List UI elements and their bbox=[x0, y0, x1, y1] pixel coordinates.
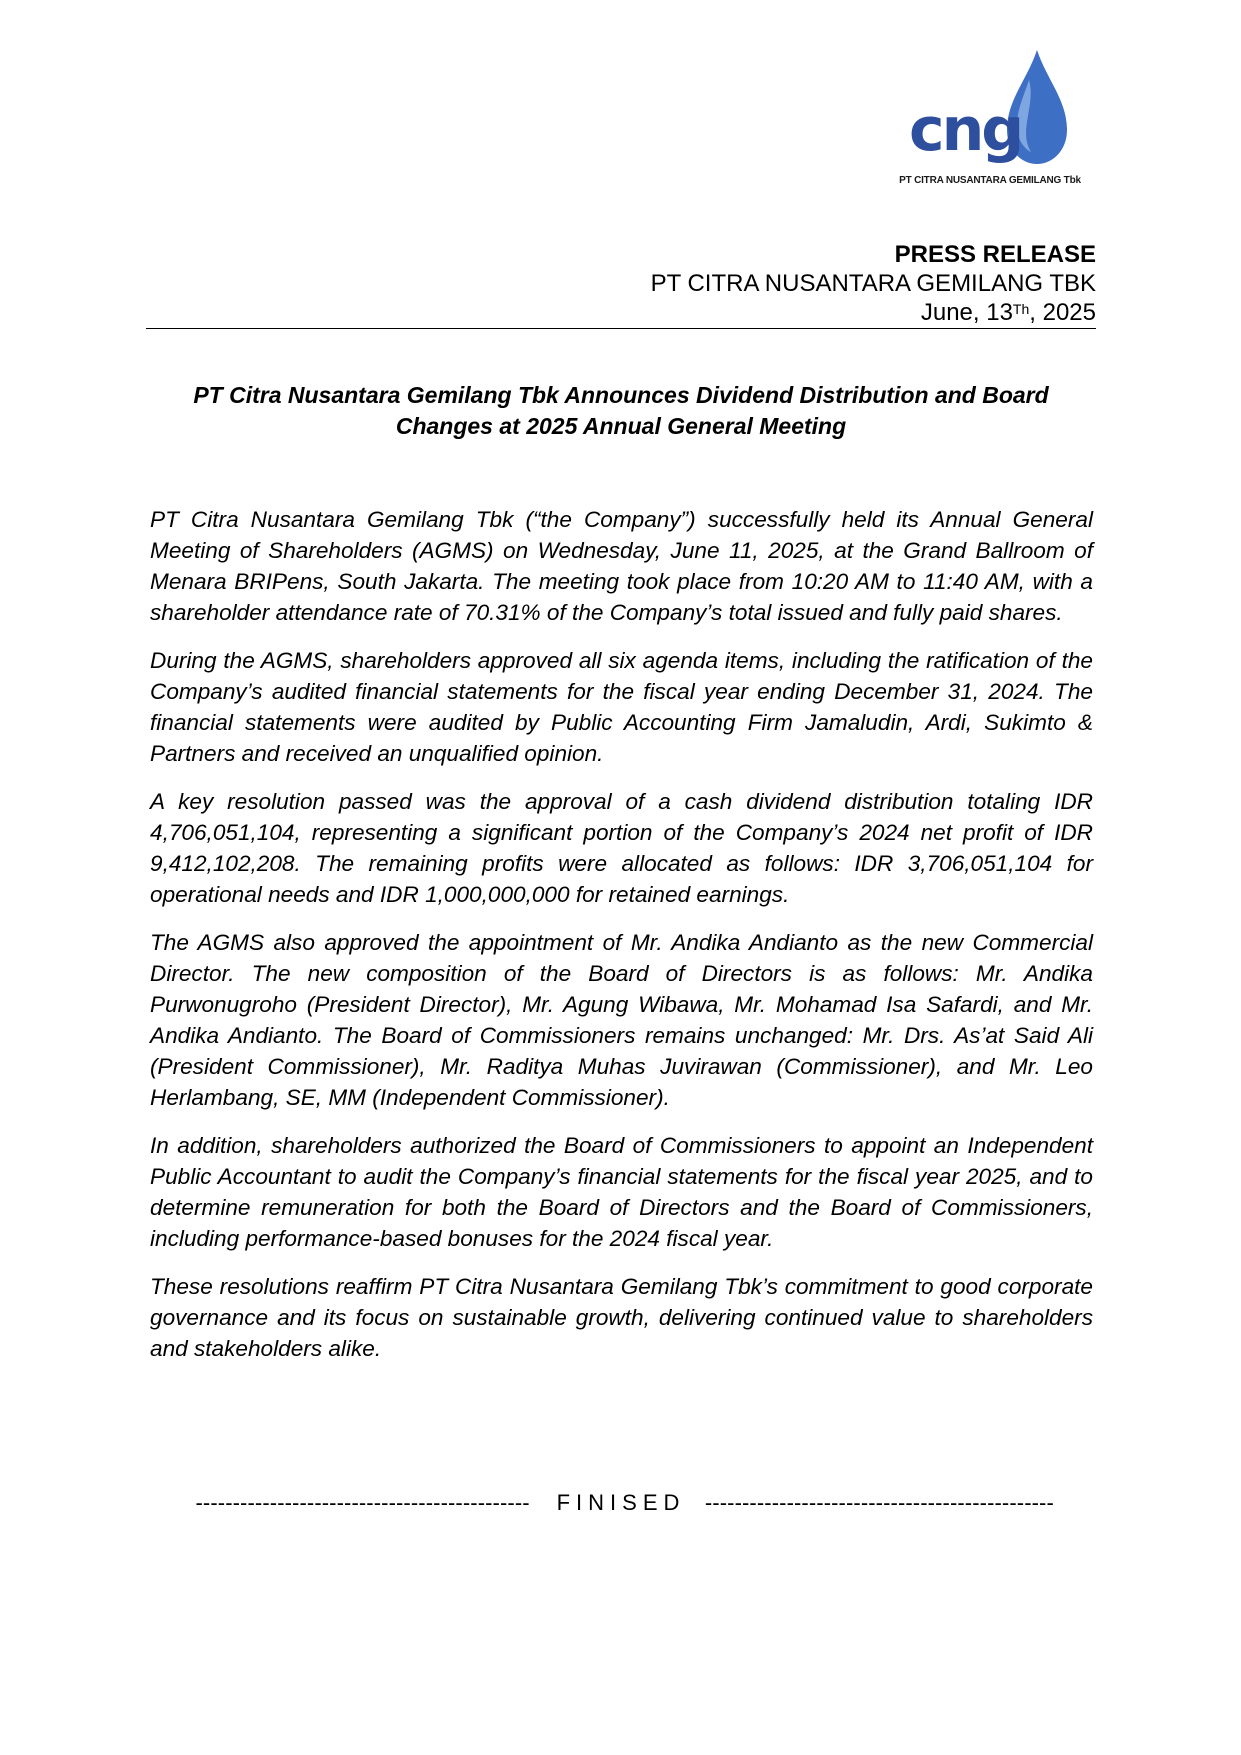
paragraph: PT Citra Nusantara Gemilang Tbk (“the Company”) successfully held its Annual General Meeting of Shareholders (AGMS) on Wednesday, June 11, 2025, at the Grand Ballroom of Menara BRIPens, South Jakarta. The meeting took place from 10:20 AM to 11:40 AM, with a shareholder attendance rate of 70.31% of the Company’s total issued and fully paid shares. bbox=[150, 507, 1093, 625]
logo-caption: PT CITRA NUSANTARA GEMILANG Tbk bbox=[899, 175, 1081, 186]
press-release-header bbox=[651, 240, 1096, 327]
date-ordinal: Th bbox=[1012, 301, 1030, 317]
paragraph: The AGMS also approved the appointment of Mr. Andika Andianto as the new Commercial Director. The new composition of the Board of Directors is as follows: Mr. Andika Purwonugroho (President Director), Mr. Agung Wibawa, Mr. Mohamad Isa Safardi, and Mr. Andika Andianto. The Board of Commissioners remains unchanged: Mr. Drs. As’at Said Ali (President Commissioner), Mr. Raditya Muhas Juvirawan (Commissioner), and Mr. Leo Herlambang, SE, MM (Independent Commissioner). bbox=[150, 930, 1093, 1110]
paragraph: These resolutions reaffirm PT Citra Nusantara Gemilang Tbk’s commitment to good corporate governance and its focus on sustainable growth, delivering continued value to shareholders and stakeholders alike. bbox=[150, 1274, 1093, 1361]
end-marker-dashes-right: ----------------------------------------------- bbox=[704, 1490, 1054, 1515]
date-suffix: , 2025 bbox=[1029, 299, 1096, 326]
paragraph: A key resolution passed was the approval of a cash dividend distribution totaling IDR 4,706,051,104, representing a significant portion of the Company’s 2024 net profit of IDR 9,412,102,208. The remaining profits were allocated as follows: IDR 3,706,051,104 for operational needs and IDR 1,000,000,000 for retained earnings. bbox=[150, 789, 1093, 907]
press-release-title: PRESS RELEASE bbox=[894, 241, 1096, 268]
body-text bbox=[150, 504, 1093, 1381]
end-marker-word: FINISED bbox=[556, 1490, 686, 1515]
company-name: PT CITRA NUSANTARA GEMILANG TBK bbox=[650, 270, 1096, 297]
end-marker bbox=[146, 1490, 1096, 1516]
date-prefix: June, 13 bbox=[920, 299, 1013, 326]
release-date bbox=[651, 298, 1096, 327]
paragraph: In addition, shareholders authorized the Board of Commissioners to appoint an Independent Public Accountant to audit the Company’s financial statements for the fiscal year 2025, and to determine remuneration for both the Board of Directors and the Board of Commissioners, including performance-based bonuses for the 2024 fiscal year. bbox=[150, 1133, 1093, 1251]
paragraph: During the AGMS, shareholders approved all six agenda items, including the ratification of the Company’s audited financial statements for the fiscal year ending December 31, 2024. The financial statements were audited by Public Accounting Firm Jamaludin, Ardi, Sukimto & Partners and received an unqualified opinion. bbox=[150, 648, 1093, 766]
headline: PT Citra Nusantara Gemilang Tbk Announces Dividend Distribution and Board Changes at 2025 Annual General Meeting bbox=[193, 382, 1049, 439]
header-divider bbox=[146, 328, 1096, 329]
end-marker-dashes-left: --------------------------------------------- bbox=[195, 1490, 530, 1515]
logo-wordmark: cng bbox=[909, 95, 1022, 165]
cng-logo-graphic bbox=[895, 50, 1085, 175]
company-logo bbox=[895, 50, 1085, 192]
